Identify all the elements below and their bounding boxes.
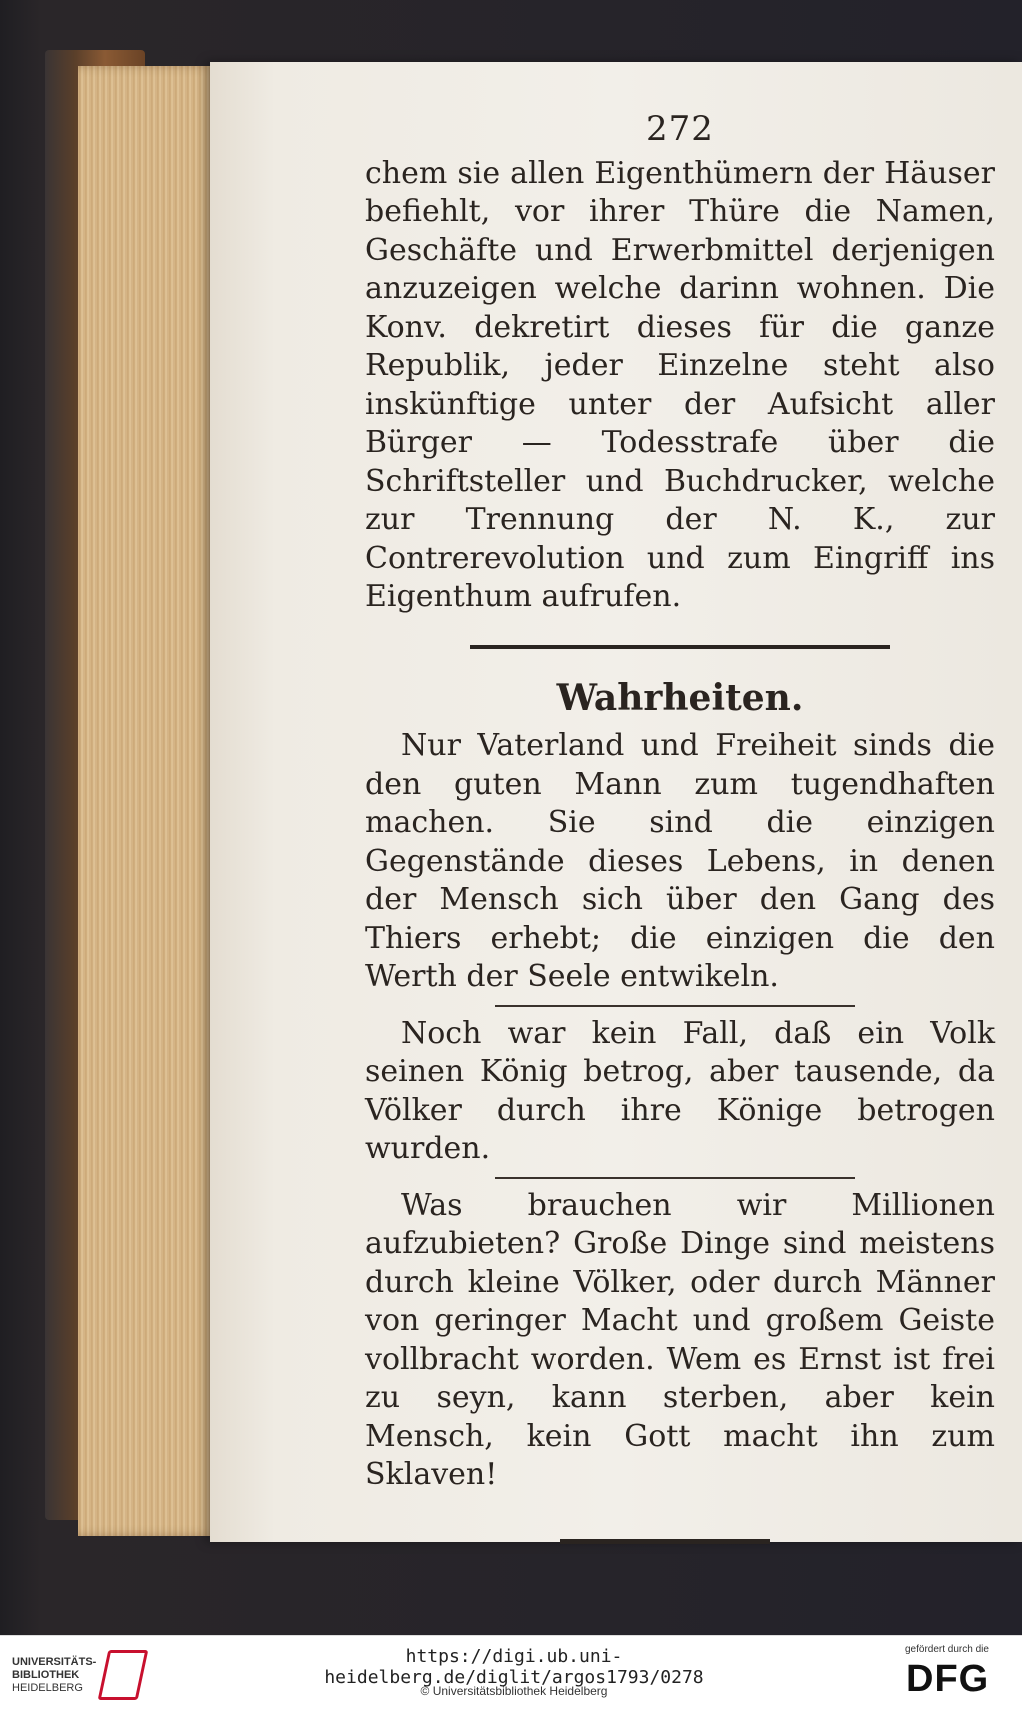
paragraph-2: Nur Vaterland und Freiheit sinds die den guten Mann zum tugendhaften machen. Sie sind die einzigen Gegenstände dieses Lebens, in denen der Mensch sich über den Gang des Thiers erhebt; die einzigen die den Werth der Seele entwikeln. [365, 728, 995, 994]
logo-line-3: HEIDELBERG [12, 1682, 83, 1694]
page-text [365, 110, 995, 1544]
logo-line-1: UNIVERSITÄTS- [12, 1656, 97, 1668]
page-edges [78, 66, 218, 1536]
copyright-notice: © Universitätsbibliothek Heidelberg [420, 1684, 608, 1698]
funder-caption: gefördert durch die [905, 1644, 989, 1655]
divider-2 [495, 1177, 855, 1179]
viewer-footer [0, 1635, 1022, 1716]
section-heading: Wahrheiten. [556, 676, 804, 719]
paragraph-3: Noch war kein Fall, daß ein Volk seinen König betrog, aber tausende, da Völker durch ihre Könige betrogen wurden. [365, 1015, 995, 1166]
page-number: 272 [646, 109, 714, 149]
logo-line-2: BIBLIOTHEK [12, 1669, 80, 1681]
end-rule [560, 1539, 770, 1544]
paragraph-4: Was brauchen wir Millionen aufzubieten? Große Dinge sind meistens durch kleine Völker, oder durch Männer von geringer Macht und großem Geiste vollbracht worden. Wem es Ernst ist frei zu seyn, kann sterben, aber kein Mensch, kein Gott macht ihn zum Sklaven! [365, 1187, 995, 1492]
permalink-url[interactable]: https://digi.ub.uni-heidelberg.de/diglit/argos1793/0278 [324, 1646, 704, 1688]
paragraph-1: chem sie allen Eigenthümern der Häuser befiehlt, vor ihrer Thüre die Namen, Geschäfte und Erwerbmittel derjenigen anzuzeigen welche darinn wohnen. Die Konv. dekretirt dieses für die ganze Republik, jeder Einzelne steht also inskünftige unter der Aufsicht aller Bürger — Todesstrafe über die Schriftsteller und Buchdrucker, welche zur Trennung der N. K., zur Contrerevolution und zum Eingriff ins Eigenthum aufrufen. [365, 155, 995, 614]
divider-1 [495, 1005, 855, 1007]
dfg-logo[interactable]: DFG [906, 1658, 990, 1700]
section-divider [470, 645, 890, 649]
